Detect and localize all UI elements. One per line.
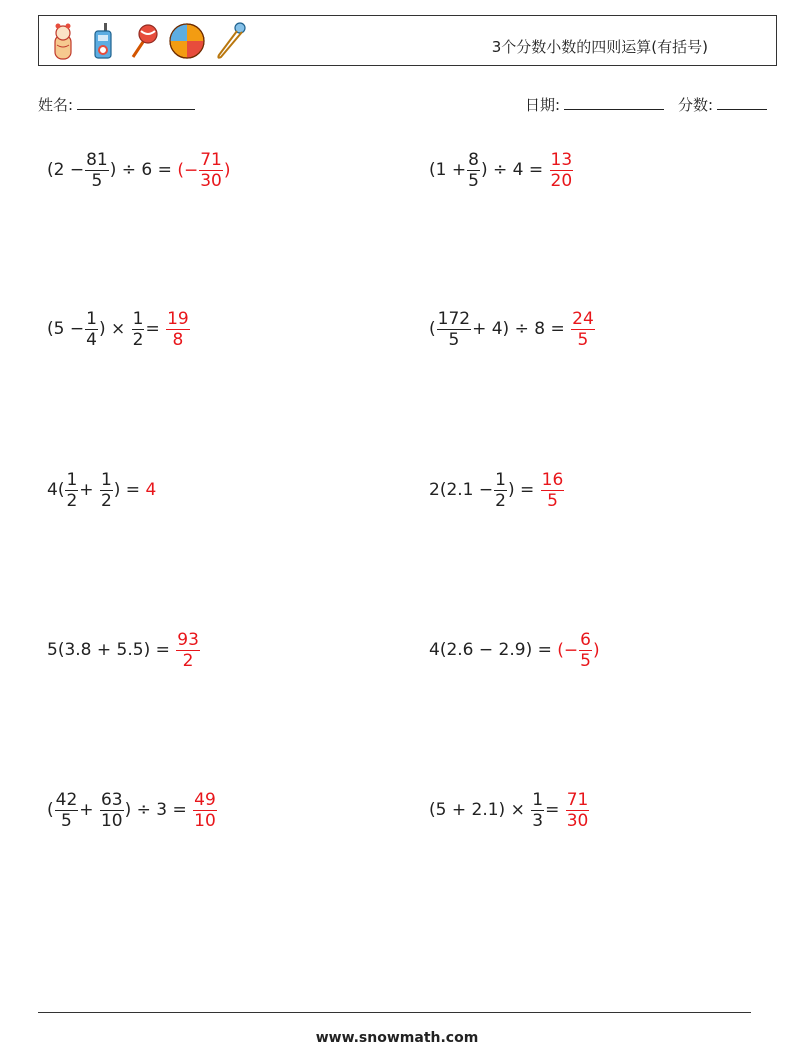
date-blank[interactable]	[564, 95, 664, 110]
answer	[187, 790, 218, 831]
fraction: $\frac{1}{4}$	[86, 308, 97, 350]
answer-fraction: $\frac{24}{5}$	[572, 308, 594, 350]
fraction: $\frac{8}{5}$	[468, 149, 479, 191]
expr-text: (	[429, 319, 436, 339]
fraction: $\frac{1}{2}$	[66, 469, 78, 511]
problem-10	[429, 780, 590, 840]
expr-text: ) ÷ 4 =	[480, 160, 544, 180]
expr-text: 4(2.6 − 2.9) =	[429, 640, 552, 660]
rattle-icon	[127, 21, 159, 61]
answer: (− $\frac{6}{5}$ )	[557, 629, 600, 671]
fraction: $\frac{1}{2}$	[495, 469, 506, 511]
date-field	[525, 94, 664, 115]
fraction: $\frac{172}{5}$	[437, 308, 471, 350]
answer	[543, 150, 574, 191]
answer	[559, 790, 590, 831]
expr-text: 4(	[47, 480, 65, 500]
expr-text: =	[145, 319, 160, 339]
problem-4	[429, 299, 596, 359]
fraction: $\frac{1}{2}$	[132, 308, 144, 350]
answer-fraction: $\frac{16}{5}$	[541, 469, 564, 511]
expr-text: 5(3.8 + 5.5) =	[47, 640, 170, 660]
expr-text: (	[47, 800, 54, 820]
fraction: $\frac{63}{10}$	[100, 789, 123, 831]
expr-text: ) ×	[98, 319, 126, 339]
answer-fraction: $\frac{49}{10}$	[194, 789, 216, 831]
icon-strip	[47, 21, 247, 61]
expr-text: ) =	[507, 480, 535, 500]
expr-text: +	[79, 800, 94, 820]
safety-pin-icon	[215, 21, 247, 61]
expr-text: (2 −	[47, 160, 85, 180]
expr-text: + 4) ÷ 8 =	[472, 319, 565, 339]
problem-3	[47, 299, 191, 359]
answer-fraction: $\frac{6}{5}$	[580, 629, 591, 671]
problem-9	[47, 780, 218, 840]
expr-text: ) ÷ 6 =	[109, 160, 172, 180]
problem-6	[429, 460, 565, 520]
expr-text: (5 + 2.1) ×	[429, 800, 525, 820]
worksheet-header	[38, 15, 777, 66]
fraction: $\frac{42}{5}$	[55, 789, 78, 831]
problem-1	[47, 140, 230, 200]
score-field	[678, 94, 767, 115]
baby-icon	[47, 21, 79, 61]
answer-fraction: $\frac{13}{20}$	[550, 149, 573, 191]
problem-5	[47, 460, 156, 520]
expr-text: (1 +	[429, 160, 467, 180]
score-blank[interactable]	[717, 95, 767, 110]
answer	[565, 309, 596, 350]
name-label: 姓名:	[38, 96, 74, 114]
answer-fraction: $\frac{71}{30}$	[200, 149, 222, 191]
name-field	[38, 94, 195, 115]
answer: (− $\frac{71}{30}$ )	[177, 149, 231, 191]
answer-fraction: $\frac{19}{8}$	[167, 308, 189, 350]
problem-2	[429, 140, 574, 200]
problem-7	[47, 620, 201, 680]
beach-ball-icon	[167, 21, 207, 61]
footer-divider	[38, 1012, 751, 1013]
answer	[534, 470, 565, 511]
expr-text: 2(2.1 −	[429, 480, 494, 500]
answer	[170, 630, 201, 671]
walkie-talkie-icon	[87, 21, 119, 61]
fraction	[85, 150, 109, 191]
worksheet-title: 3个分数小数的四则运算(有括号)	[491, 38, 708, 56]
expr-text: =	[545, 800, 560, 820]
expr-text: ) ÷ 3 =	[124, 800, 187, 820]
date-label: 日期:	[525, 96, 561, 114]
denominator: 5	[91, 170, 103, 191]
answer-fraction: $\frac{71}{30}$	[566, 789, 589, 831]
answer-fraction: $\frac{93}{2}$	[177, 629, 199, 671]
problem-8	[429, 620, 600, 680]
name-blank[interactable]	[77, 95, 195, 110]
footer-url[interactable]: www.snowmath.com	[315, 1030, 479, 1046]
answer: 4	[145, 480, 157, 500]
fraction: $\frac{1}{2}$	[100, 469, 112, 511]
expr-text: ) =	[113, 480, 141, 500]
expr-text: (5 −	[47, 319, 85, 339]
answer	[160, 309, 191, 350]
score-label: 分数:	[678, 96, 714, 114]
fraction: $\frac{1}{3}$	[532, 789, 544, 831]
expr-text: +	[79, 480, 94, 500]
numerator: 81	[86, 149, 108, 170]
